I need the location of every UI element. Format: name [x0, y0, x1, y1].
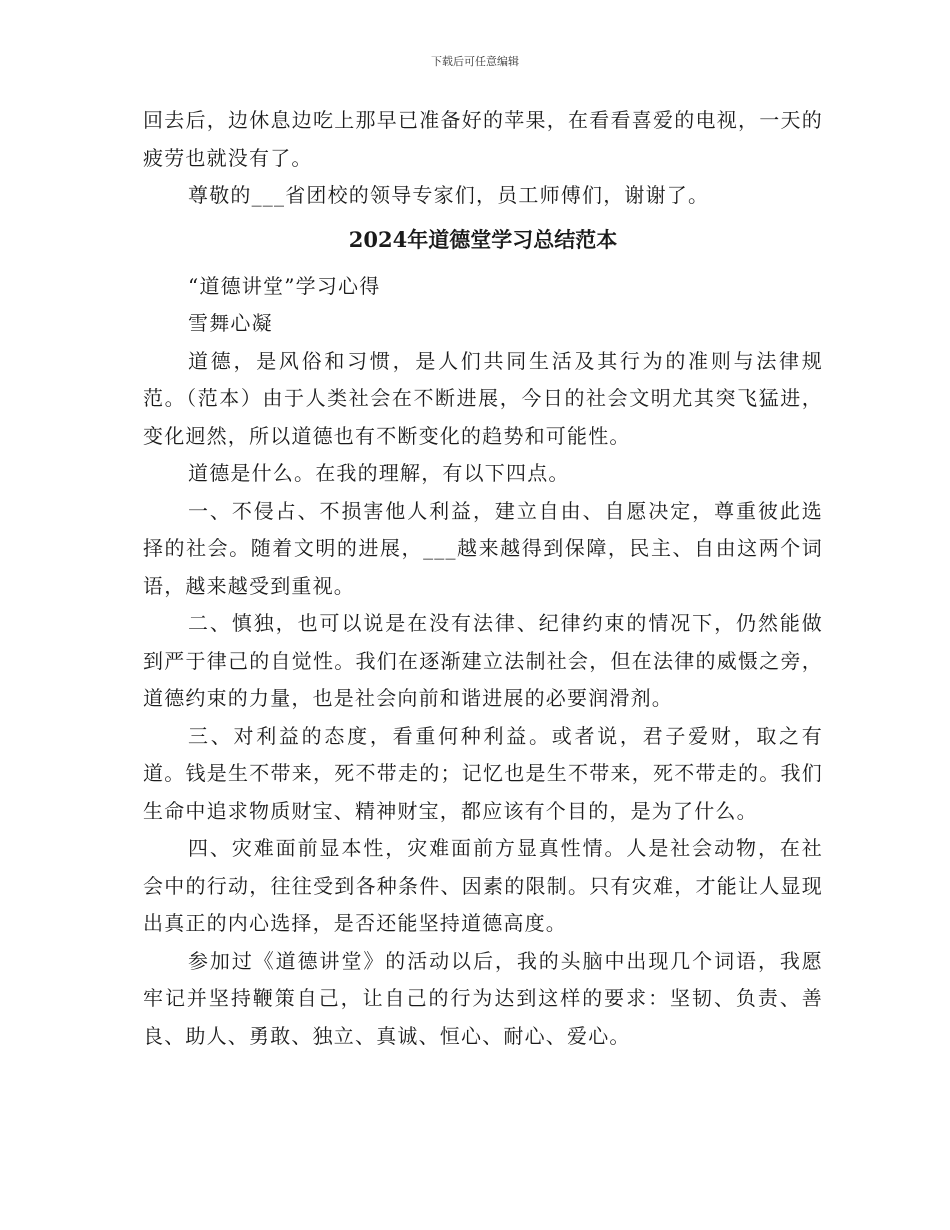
document-body: [143, 102, 823, 1055]
header-note: 下载后可任意编辑: [431, 55, 519, 68]
author: 雪舞心凝: [188, 311, 273, 335]
paragraph: 四、灾难面前显本性，灾难面前方显真性情。人是社会动物，在社会中的行动，往往受到各种条件、因素的限制。只有灾难，才能让人显现出真正的内心选择，是否还能坚持道德高度。: [143, 836, 823, 935]
subtitle: “道德讲堂”学习心得: [188, 273, 381, 298]
paragraph: 二、慎独，也可以说是在没有法律、纪律约束的情况下，仍然能做到严于律己的自觉性。我们在逐渐建立法制社会，但在法律的威慑之旁，道德约束的力量，也是社会向前和谐进展的必要润滑剂。: [143, 611, 823, 710]
paragraph: 一、不侵占、不损害他人利益，建立自由、自愿决定，尊重彼此选择的社会。随着文明的进展，___越来越得到保障，民主、自由这两个词语，越来越受到重视。: [143, 498, 823, 598]
paragraph: 道德是什么。在我的理解，有以下四点。: [188, 461, 570, 485]
section-title: 2024年道德堂学习总结范本: [348, 226, 618, 252]
paragraph: 参加过《道德讲堂》的活动以后，我的头脑中出现几个词语，我愿牢记并坚持鞭策自己，让自己的行为达到这样的要求：坚韧、负责、善良、助人、勇敢、独立、真诚、恒心、耐心、爱心。: [143, 948, 823, 1048]
paragraph: 道德，是风俗和习惯，是人们共同生活及其行为的准则与法律规范。（范本）由于人类社会在不断进展，今日的社会文明尤其突飞猛进，变化迥然，所以道德也有不断变化的趋势和可能性。: [143, 348, 823, 448]
paragraph: 三、对利益的态度，看重何种利益。或者说，君子爱财，取之有道。钱是生不带来，死不带走的；记忆也是生不带来，死不带走的。我们生命中追求物质财宝、精神财宝，都应该有个目的，是为了什么。: [143, 723, 823, 823]
paragraph: 尊敬的___省团校的领导专家们，员工师傅们，谢谢了。: [188, 183, 710, 207]
paragraph: 回去后，边休息边吃上那早已准备好的苹果，在看看喜爱的电视，一天的疲劳也就没有了。: [143, 108, 823, 170]
